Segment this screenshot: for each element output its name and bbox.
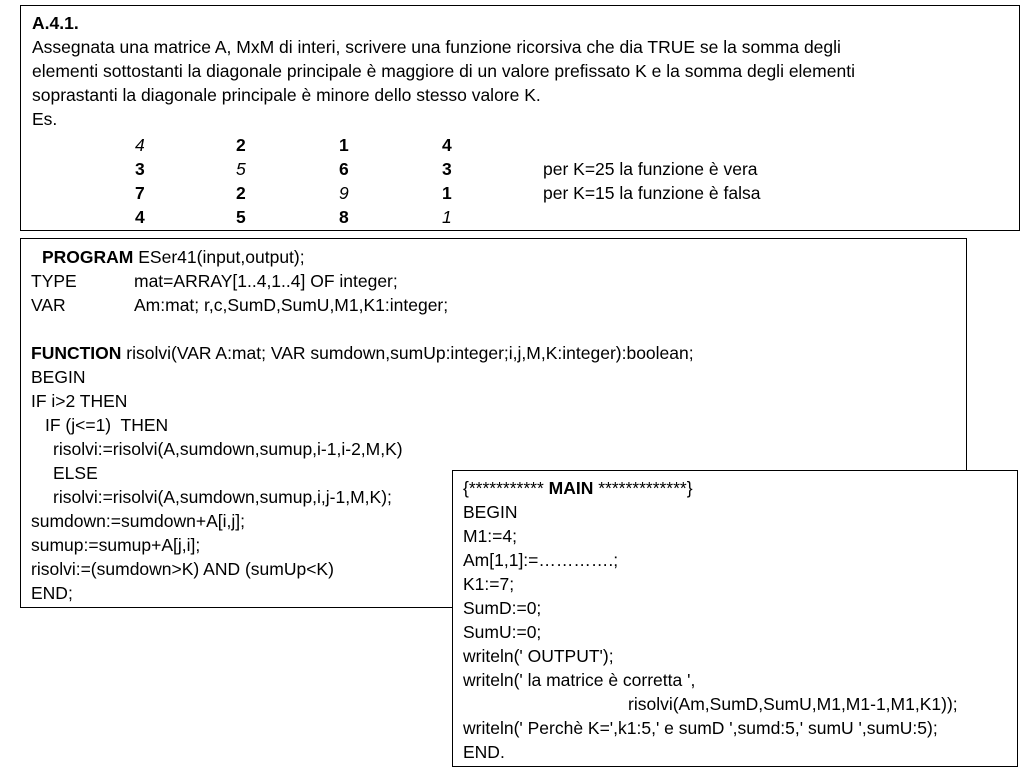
- matrix-cell: 1: [442, 207, 452, 227]
- var-keyword: VAR: [31, 295, 66, 315]
- code-line-result: risolvi:=(sumdown>K) AND (sumUp<K): [31, 559, 334, 579]
- matrix-cell: 3: [442, 159, 452, 179]
- main-line-m1: M1:=4;: [463, 526, 517, 546]
- blank-line: [31, 317, 956, 341]
- matrix-row: [32, 133, 1008, 157]
- main-comment-prefix: {***********: [463, 478, 549, 498]
- main-line-writeln-perche: writeln(' Perchè K=',k1:5,' e sumD ',sumd:5,' sumU ',sumU:5);: [463, 718, 938, 738]
- var-definition: Am:mat; r,c,SumD,SumU,M1,K1:integer;: [134, 295, 449, 315]
- main-line-k1: K1:=7;: [463, 574, 515, 594]
- matrix-row: [32, 205, 1008, 229]
- matrix-cell: 1: [339, 135, 349, 155]
- function-declaration: [31, 341, 956, 365]
- program-name: ESer41(input,output);: [133, 247, 305, 267]
- main-line-writeln-matrice: writeln(' la matrice è corretta ',: [463, 670, 696, 690]
- matrix-cell: 7: [135, 183, 145, 203]
- main-line-begin: BEGIN: [463, 502, 518, 522]
- code-line-if-j: IF (j<=1) THEN: [45, 415, 169, 435]
- matrix-row: [32, 181, 1008, 205]
- code-line-call-2: risolvi:=risolvi(A,sumdown,sumup,i,j-1,M,K);: [53, 487, 392, 507]
- example-note-true: per K=25 la funzione è vera: [543, 159, 758, 179]
- matrix-cell: 5: [236, 159, 246, 179]
- main-line-sumu: SumU:=0;: [463, 622, 542, 642]
- matrix-cell: 4: [135, 207, 145, 227]
- matrix-cell: 5: [236, 207, 246, 227]
- main-code-box: [452, 470, 1018, 767]
- type-definition: mat=ARRAY[1..4,1..4] OF integer;: [134, 271, 398, 291]
- main-line-end: END.: [463, 742, 505, 762]
- problem-text-line-2: elementi sottostanti la diagonale principale è maggiore di un valore prefissato K e la somma degli elementi: [32, 61, 855, 81]
- main-comment: [463, 476, 1007, 500]
- matrix-cell: 4: [442, 135, 452, 155]
- code-line-begin: BEGIN: [31, 367, 86, 387]
- exercise-heading: A.4.1.: [32, 13, 79, 33]
- code-line-sumup: sumup:=sumup+A[j,i];: [31, 535, 201, 555]
- var-declaration: [31, 293, 956, 317]
- type-declaration: [31, 269, 956, 293]
- program-declaration: [31, 245, 956, 269]
- problem-text-line-1: Assegnata una matrice A, MxM di interi, scrivere una funzione ricorsiva che dia TRUE se la somma degli: [32, 37, 841, 57]
- example-label: Es.: [32, 109, 58, 129]
- code-line-end: END;: [31, 583, 73, 603]
- problem-text-line-3: soprastanti la diagonale principale è minore dello stesso valore K.: [32, 85, 541, 105]
- code-line-call-1: risolvi:=risolvi(A,sumdown,sumup,i-1,i-2,M,K): [53, 439, 403, 459]
- matrix-cell: 8: [339, 207, 349, 227]
- matrix-cell: 2: [236, 183, 246, 203]
- example-note-false: per K=15 la funzione è falsa: [543, 183, 761, 203]
- matrix-cell: 4: [135, 135, 145, 155]
- code-line-sumdown: sumdown:=sumdown+A[i,j];: [31, 511, 245, 531]
- code-line-else: ELSE: [53, 463, 98, 483]
- program-keyword: PROGRAM: [42, 247, 134, 267]
- matrix-cell: 3: [135, 159, 145, 179]
- example-matrix: [32, 133, 1008, 229]
- main-line-am: Am[1,1]:=………….;: [463, 550, 619, 570]
- matrix-cell: 6: [339, 159, 349, 179]
- matrix-row: [32, 157, 1008, 181]
- matrix-cell: 2: [236, 135, 246, 155]
- main-comment-suffix: *************}: [593, 478, 693, 498]
- matrix-cell: 1: [442, 183, 452, 203]
- matrix-cell: 9: [339, 183, 349, 203]
- main-line-sumd: SumD:=0;: [463, 598, 542, 618]
- function-signature: risolvi(VAR A:mat; VAR sumdown,sumUp:integer;i,j,M,K:integer):boolean;: [121, 343, 694, 363]
- main-keyword: MAIN: [548, 478, 594, 498]
- code-line-if-i: IF i>2 THEN: [31, 391, 128, 411]
- main-line-risolvi-call: risolvi(Am,SumD,SumU,M1,M1-1,M1,K1));: [628, 694, 958, 714]
- problem-statement-box: [20, 5, 1020, 231]
- type-keyword: TYPE: [31, 271, 77, 291]
- main-line-writeln-output: writeln(' OUTPUT');: [463, 646, 614, 666]
- function-keyword: FUNCTION: [31, 343, 122, 363]
